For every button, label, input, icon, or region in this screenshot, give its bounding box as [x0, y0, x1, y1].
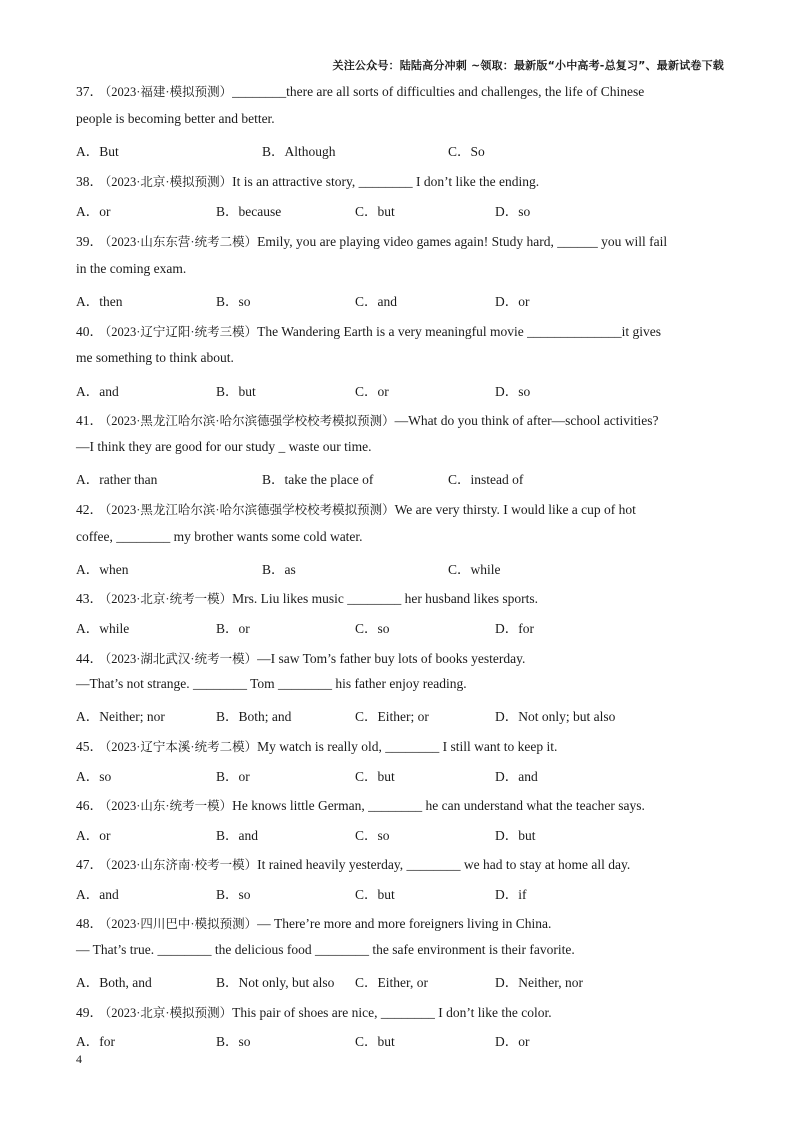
option-b: B．or: [216, 769, 250, 784]
option-c: C．Either; or: [355, 709, 429, 724]
question-number: 47．: [76, 857, 103, 872]
question-40-stem-cont: me something to think about.: [76, 350, 234, 365]
question-source: （2023·福建·模拟预测）: [105, 85, 233, 99]
option-b: B．so: [216, 887, 251, 902]
option-d: D．for: [495, 621, 534, 636]
option-c: C．and: [355, 294, 397, 309]
question-text: He knows little German, ________ he can understand what the teacher says.: [232, 798, 645, 813]
option-b: B．because: [216, 204, 282, 219]
option-b: B．and: [216, 828, 258, 843]
option-a: A．Neither; nor: [76, 709, 165, 724]
option-a: A．for: [76, 1034, 115, 1049]
question-number: 46．: [76, 798, 103, 813]
option-d: D．if: [495, 887, 527, 902]
question-text: This pair of shoes are nice, ________ I don’t like the color.: [232, 1005, 552, 1020]
question-45-stem: [76, 735, 557, 755]
question-38-stem: [76, 170, 539, 190]
question-source: （2023·北京·模拟预测）: [105, 1006, 233, 1020]
question-number: 42．: [76, 502, 103, 517]
option-a: A．Both, and: [76, 975, 152, 990]
question-source: （2023·北京·模拟预测）: [105, 175, 233, 189]
option-a: A．rather than: [76, 472, 158, 487]
question-number: 39．: [76, 234, 103, 249]
question-44-stem: [76, 647, 525, 667]
question-49-stem: [76, 1001, 552, 1021]
question-text: —I saw Tom’s father buy lots of books yesterday.: [257, 651, 526, 666]
question-text: —What do you think of after—school activities?: [394, 413, 659, 428]
question-42-stem: [76, 498, 636, 518]
option-b: B．as: [262, 562, 296, 577]
option-a: A．so: [76, 769, 112, 784]
option-c: C．while: [448, 562, 501, 577]
option-d: D．so: [495, 384, 531, 399]
question-source: （2023·辽宁本溪·统考二模）: [105, 740, 258, 754]
option-b: B．Not only, but also: [216, 975, 335, 990]
question-number: 45．: [76, 739, 103, 754]
option-c: C．but: [355, 769, 395, 784]
option-b: B．Both; and: [216, 709, 292, 724]
question-39-stem: [76, 230, 667, 250]
question-text: — There’re more and more foreigners living in China.: [257, 916, 552, 931]
question-source: （2023·黑龙江哈尔滨·哈尔滨德强学校校考模拟预测）: [105, 414, 395, 428]
question-43-options: [76, 617, 760, 635]
question-number: 43．: [76, 591, 103, 606]
question-number: 41．: [76, 413, 103, 428]
question-text: It is an attractive story, ________ I don’t like the ending.: [232, 174, 540, 189]
option-c: C．but: [355, 887, 395, 902]
option-b: B．but: [216, 384, 256, 399]
question-40-options: [76, 380, 760, 398]
option-a: A．or: [76, 828, 111, 843]
question-38-options: [76, 200, 760, 218]
question-37-stem-cont: people is becoming better and better.: [76, 111, 275, 126]
question-source: （2023·湖北武汉·统考一模）: [105, 652, 258, 666]
option-c: C．Either, or: [355, 975, 428, 990]
question-48-stem-cont: — That’s true. ________ the delicious food ________ the safe environment is their favorite.: [76, 942, 575, 957]
option-d: D．or: [495, 294, 530, 309]
option-d: D．Not only; but also: [495, 709, 616, 724]
option-a: A．then: [76, 294, 123, 309]
option-a: A．But: [76, 144, 119, 159]
question-number: 44．: [76, 651, 103, 666]
question-number: 49．: [76, 1005, 103, 1020]
option-c: C．So: [448, 144, 485, 159]
question-41-options: [76, 468, 760, 486]
question-source: （2023·山东东营·统考二模）: [105, 235, 258, 249]
option-b: B．so: [216, 294, 251, 309]
question-49-options: [76, 1030, 760, 1048]
question-text: ________there are all sorts of difficulties and challenges, the life of Chinese: [232, 84, 645, 99]
option-c: C．so: [355, 828, 390, 843]
option-d: D．or: [495, 1034, 530, 1049]
question-43-stem: [76, 587, 538, 607]
option-c: C．or: [355, 384, 389, 399]
question-48-stem: [76, 912, 551, 932]
option-d: D．Neither, nor: [495, 975, 583, 990]
question-source: （2023·辽宁辽阳·统考三模）: [105, 325, 258, 339]
option-c: C．but: [355, 1034, 395, 1049]
question-number: 40．: [76, 324, 103, 339]
question-47-options: [76, 883, 760, 901]
option-c: C．instead of: [448, 472, 524, 487]
question-37-stem: [76, 80, 644, 100]
question-source: （2023·黑龙江哈尔滨·哈尔滨德强学校校考模拟预测）: [105, 503, 395, 517]
question-text: My watch is really old, ________ I still want to keep it.: [257, 739, 558, 754]
question-37-options: [76, 140, 760, 158]
question-41-stem: [76, 409, 659, 429]
question-source: （2023·山东济南·校考一模）: [105, 858, 258, 872]
question-text: We are very thirsty. I would like a cup of hot: [394, 502, 636, 517]
option-b: B．so: [216, 1034, 251, 1049]
option-b: B．Although: [262, 144, 336, 159]
question-text: The Wandering Earth is a very meaningful movie ______________it gives: [257, 324, 662, 339]
question-46-stem: [76, 794, 645, 814]
option-a: A．and: [76, 384, 119, 399]
question-text: It rained heavily yesterday, ________ we had to stay at home all day.: [257, 857, 631, 872]
page-number: 4: [76, 1052, 82, 1066]
question-number: 37．: [76, 84, 103, 99]
option-a: A．or: [76, 204, 111, 219]
option-a: A．when: [76, 562, 129, 577]
option-a: A．and: [76, 887, 119, 902]
question-44-stem-cont: —That’s not strange. ________ Tom ________ his father enjoy reading.: [76, 676, 467, 691]
question-number: 48．: [76, 916, 103, 931]
question-source: （2023·北京·统考一模）: [105, 592, 233, 606]
option-d: D．but: [495, 828, 536, 843]
option-c: C．so: [355, 621, 390, 636]
question-41-stem-cont: —I think they are good for our study _ waste our time.: [76, 439, 372, 454]
page-header: 关注公众号：陆陆高分冲刺 ~领取：最新版“小中高考-总复习”、最新试卷下载: [332, 59, 724, 72]
question-44-options: [76, 705, 760, 723]
question-42-stem-cont: coffee, ________ my brother wants some cold water.: [76, 529, 363, 544]
question-text: Mrs. Liu likes music ________ her husband likes sports.: [232, 591, 539, 606]
question-48-options: [76, 971, 760, 989]
question-number: 38．: [76, 174, 103, 189]
question-source: （2023·山东·统考一模）: [105, 799, 233, 813]
option-a: A．while: [76, 621, 130, 636]
question-39-options: [76, 290, 760, 308]
option-c: C．but: [355, 204, 395, 219]
option-d: D．and: [495, 769, 538, 784]
question-42-options: [76, 558, 760, 576]
question-45-options: [76, 765, 760, 783]
option-b: B．or: [216, 621, 250, 636]
question-text: Emily, you are playing video games again! Study hard, ______ you will fail: [257, 234, 668, 249]
question-source: （2023·四川巴中·模拟预测）: [105, 917, 258, 931]
question-46-options: [76, 824, 760, 842]
option-d: D．so: [495, 204, 531, 219]
option-b: B．take the place of: [262, 472, 374, 487]
question-40-stem: [76, 320, 661, 340]
question-47-stem: [76, 853, 630, 873]
question-39-stem-cont: in the coming exam.: [76, 261, 187, 276]
